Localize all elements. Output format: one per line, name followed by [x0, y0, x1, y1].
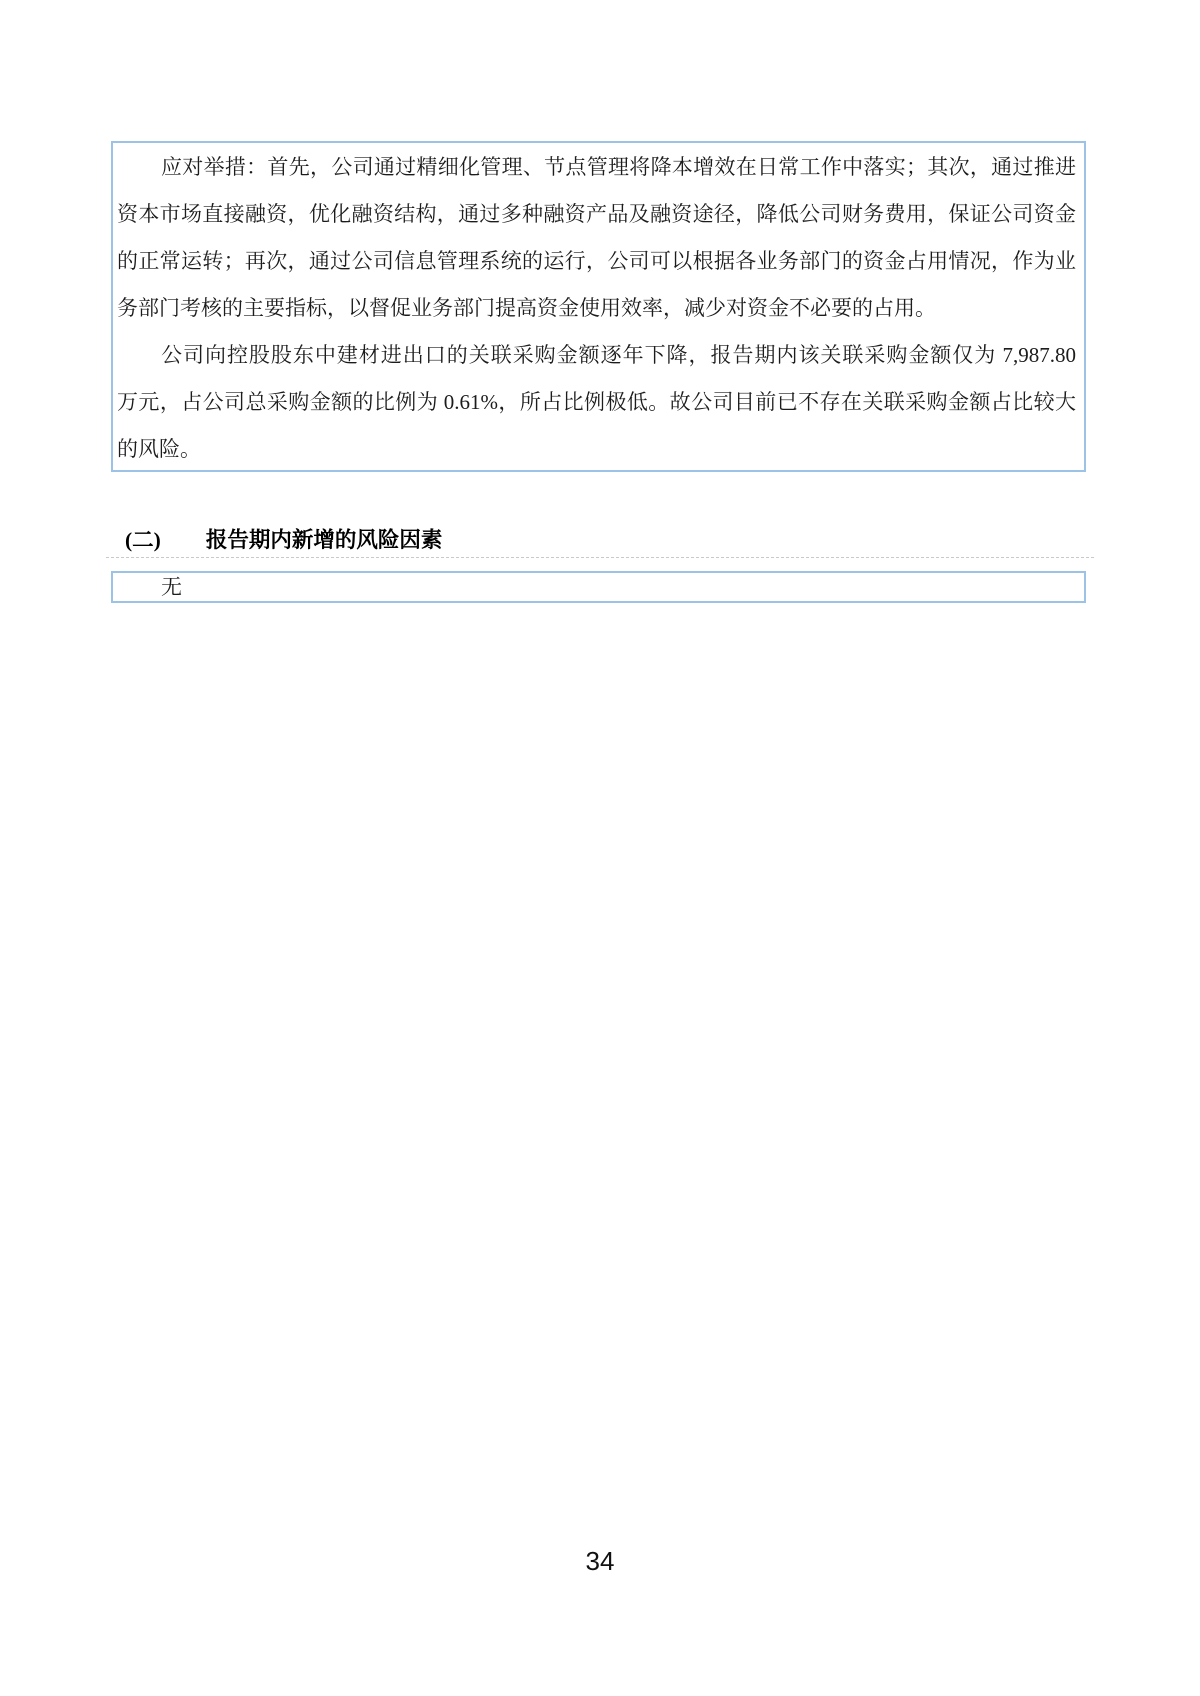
new-risk-text-box	[111, 571, 1086, 603]
paragraph-line: 资本市场直接融资，优化融资结构，通过多种融资产品及融资途径，降低公司财务费用，保证公司资金	[117, 202, 1076, 226]
new-risk-answer: 无	[161, 575, 182, 599]
paragraph-line: 万元，占公司总采购金额的比例为 0.61%，所占比例极低。故公司目前已不存在关联采购金额占比较大	[117, 390, 1076, 414]
paragraph-line: 务部门考核的主要指标，以督促业务部门提高资金使用效率，减少对资金不必要的占用。	[117, 296, 936, 320]
paragraph-line: 的正常运转；再次，通过公司信息管理系统的运行，公司可以根据各业务部门的资金占用情况，作为业	[117, 249, 1076, 273]
divider-line	[106, 557, 1094, 558]
section-heading-title: 报告期内新增的风险因素	[205, 527, 443, 552]
paragraph-line: 的风险。	[117, 437, 201, 461]
page-number: 34	[585, 1546, 615, 1576]
countermeasures-text-box	[111, 141, 1086, 472]
paragraph-line: 公司向控股股东中建材进出口的关联采购金额逐年下降，报告期内该关联采购金额仅为 7,987.80	[161, 343, 1076, 367]
section-heading	[125, 522, 442, 554]
paragraph-line: 应对举措：首先，公司通过精细化管理、节点管理将降本增效在日常工作中落实；其次，通过推进	[161, 155, 1076, 179]
section-heading-index: (二)	[125, 527, 161, 552]
